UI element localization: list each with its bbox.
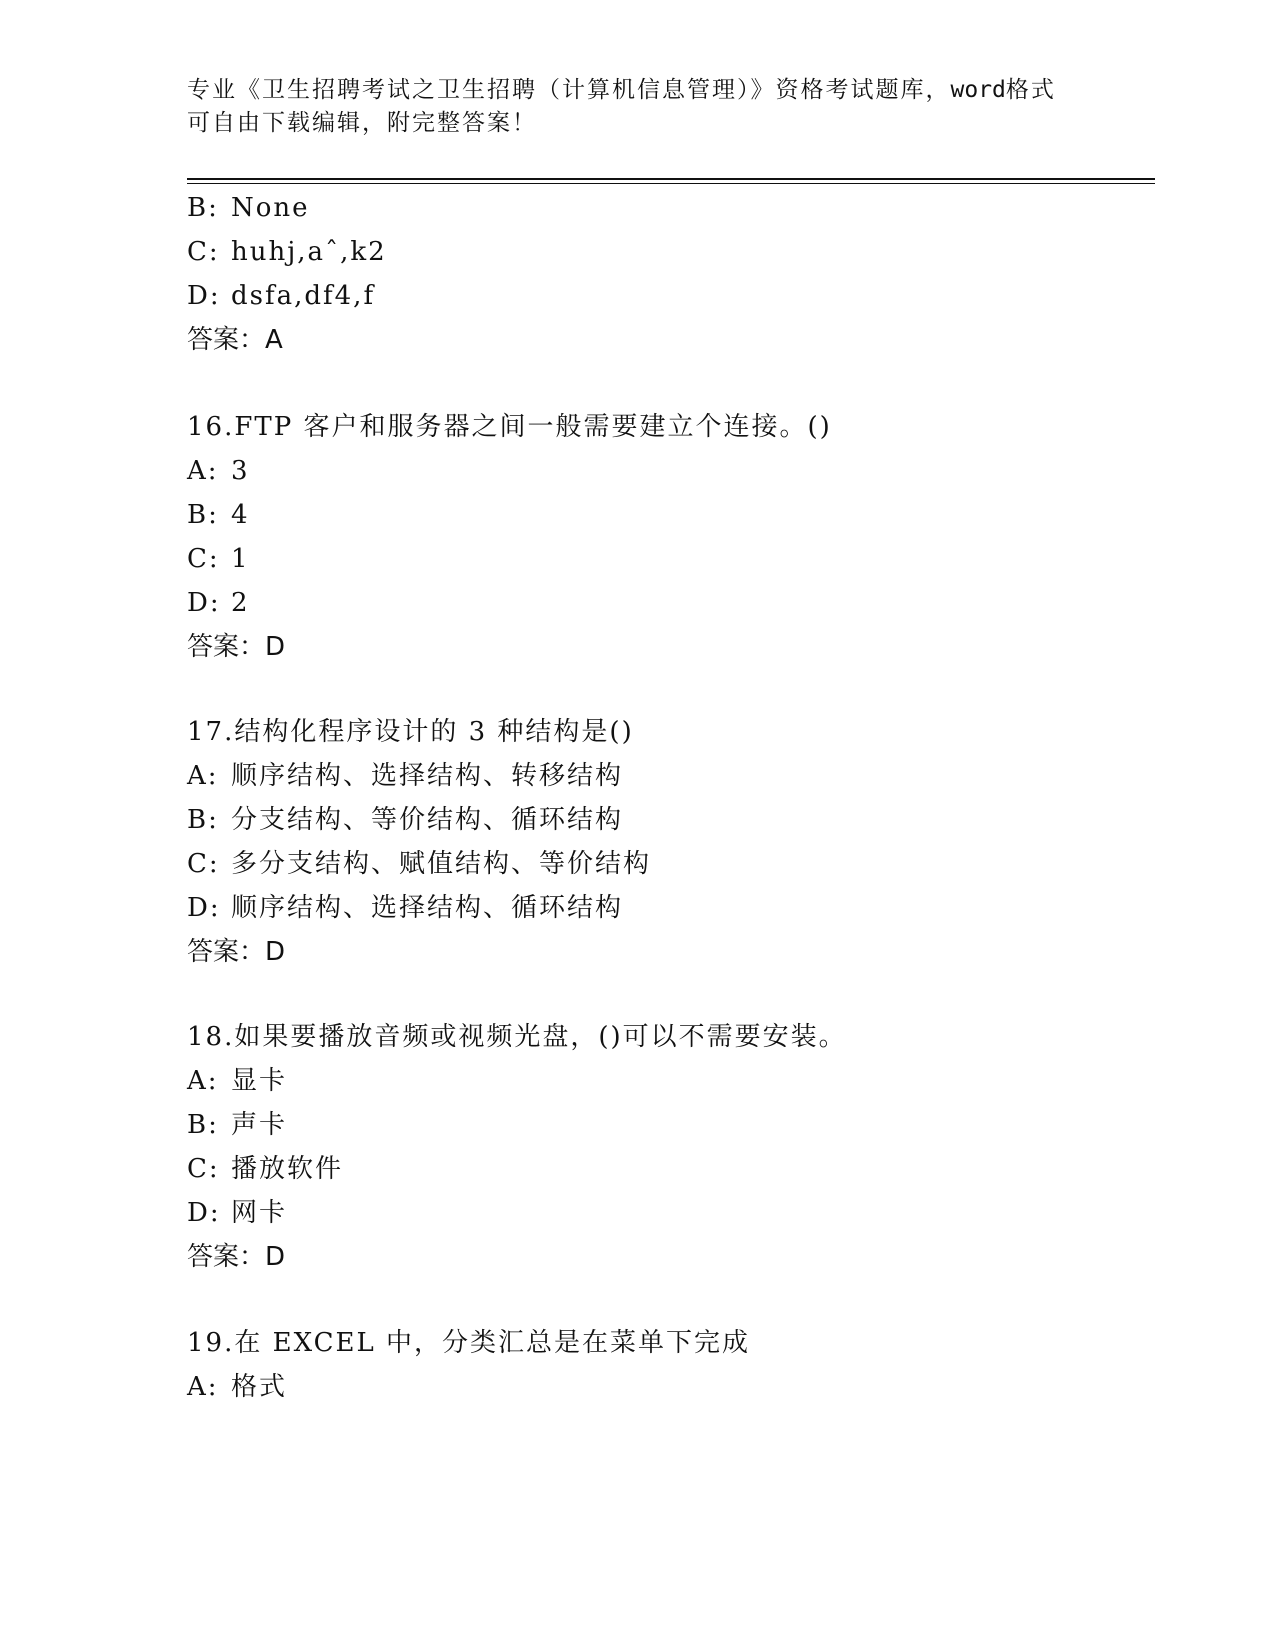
option-16-c: C: 1	[187, 544, 250, 574]
option-16-d: D: 2	[187, 588, 250, 618]
option-prev-c: C: huhj,aˆ,k2	[187, 237, 387, 267]
option-17-c: C: 多分支结构、赋值结构、等价结构	[187, 849, 652, 879]
header-line-2: 可自由下载编辑，附完整答案！	[187, 110, 537, 136]
answer-17: 答案：D	[187, 937, 286, 967]
option-18-d: D: 网卡	[187, 1198, 288, 1228]
option-17-a: A: 顺序结构、选择结构、转移结构	[187, 761, 624, 791]
option-16-b: B: 4	[187, 500, 250, 530]
question-17-stem: 17.结构化程序设计的 3 种结构是()	[187, 717, 634, 747]
option-17-b: B: 分支结构、等价结构、循环结构	[187, 805, 624, 835]
header-divider-thin	[187, 183, 1155, 184]
header-format: 格式	[1005, 77, 1056, 103]
option-19-a: A: 格式	[187, 1372, 288, 1402]
document-header	[187, 74, 1067, 140]
header-word: word	[950, 77, 1006, 103]
option-17-d: D: 顺序结构、选择结构、循环结构	[187, 893, 624, 923]
header-divider-thick	[187, 178, 1155, 180]
option-18-c: C: 播放软件	[187, 1154, 344, 1184]
answer-prev: 答案：A	[187, 325, 283, 355]
answer-18: 答案：D	[187, 1242, 286, 1272]
header-line-1	[187, 74, 1067, 107]
option-16-a: A: 3	[187, 456, 250, 486]
question-19-stem: 19.在 EXCEL 中，分类汇总是在菜单下完成	[187, 1328, 751, 1358]
question-18-stem: 18.如果要播放音频或视频光盘，()可以不需要安装。	[187, 1022, 847, 1052]
option-prev-b: B: None	[187, 193, 310, 223]
option-prev-d: D: dsfa,df4,f	[187, 281, 376, 311]
option-18-b: B: 声卡	[187, 1110, 288, 1140]
answer-16: 答案：D	[187, 632, 286, 662]
header-title: 专业《卫生招聘考试之卫生招聘（计算机信息管理）》资格考试题库，	[187, 77, 951, 103]
option-18-a: A: 显卡	[187, 1066, 288, 1096]
question-16-stem: 16.FTP 客户和服务器之间一般需要建立个连接。()	[187, 412, 832, 442]
